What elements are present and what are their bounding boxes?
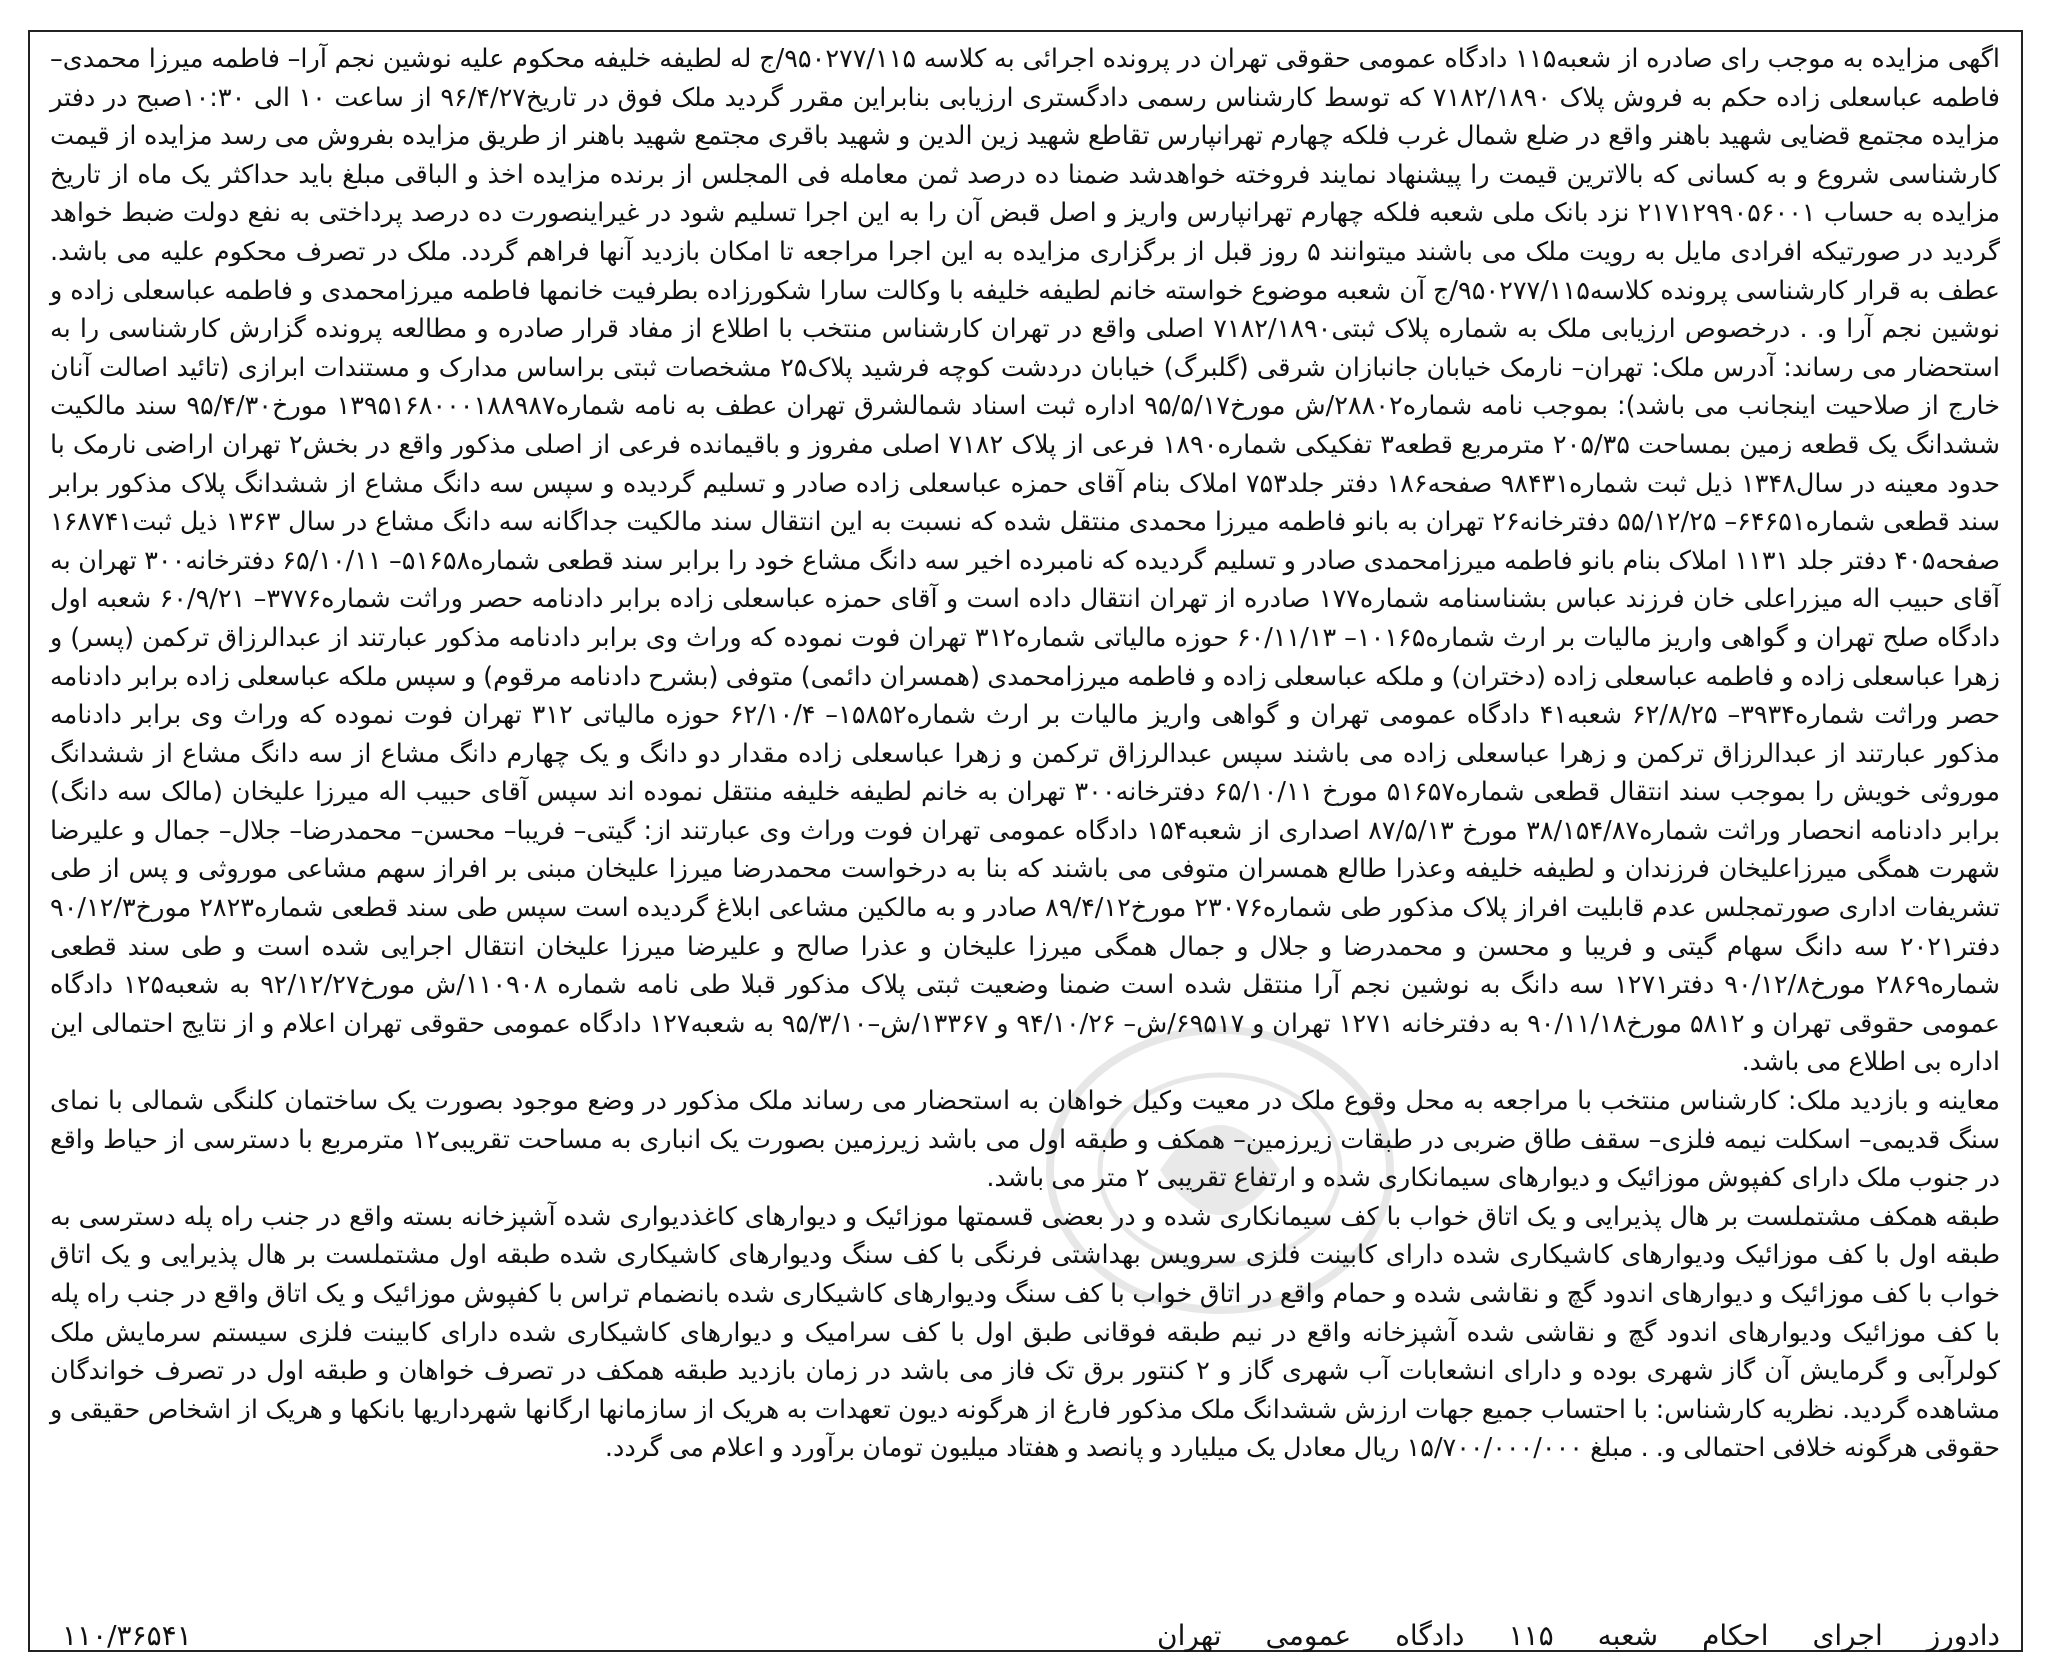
notice-paragraphs <box>50 40 2000 1468</box>
paragraph-auction-and-registry: اگهی مزایده به موجب رای صادره از شعبه۱۱۵ دادگاه عمومی حقوقی تهران در پرونده اجرائی به کلاسه ۹۵۰۲۷۷/۱۱۵/ج له لطیفه خلیفه محکوم علیه نوشین نجم آرا– فاطمه میرزا محمدی– فاطمه عباسعلی زاده حکم به فروش پلاک ۷۱۸۲/۱۸۹۰ که توسط کارشناس رسمی دادگستری ارزیابی بنابراین مقرر گردید ملک فوق در تاریخ۹۶/۴/۲۷ از ساعت ۱۰ الی ۱۰:۳۰صبح در دفتر مزایده مجتمع قضایی شهید باهنر واقع در ضلع شمال غرب فلکه چهارم تهرانپارس تقاطع شهید زین الدین و شهید باقری مجتمع شهید باهنر از طریق مزایده بفروش می رسد مزایده از قیمت کارشناسی شروع و به کسانی که بالاترین قیمت را پیشنهاد نمایند فروخته خواهدشد ضمنا ده درصد ثمن معامله فی المجلس از برنده مزایده اخذ و الباقی مبلغ باید حداکثر یک ماه از تاریخ مزایده به حساب ۲۱۷۱۲۹۹۰۵۶۰۰۱ نزد بانک ملی شعبه فلکه چهارم تهرانپارس واریز و اصل قبض آن را به این اجرا تسلیم شود در غیراینصورت ده درصد پرداختی به نفع دولت ضبط خواهد گردید در صورتیکه افرادی مایل به رویت ملک می باشند میتوانند ۵ روز قبل از برگزاری مزایده به این اجرا مراجعه تا امکان بازدید آنها فراهم گردد. ملک در تصرف محکوم علیه می باشد. عطف به قرار کارشناسی پرونده کلاسه۹۵۰۲۷۷/۱۱۵/ج آن شعبه موضوع خواسته خانم لطیفه خلیفه با وکالت سارا شکورزاده بطرفیت خانمها فاطمه میرزامحمدی و فاطمه عباسعلی زاده و نوشین نجم آرا و. . درخصوص ارزیابی ملک به شماره پلاک ثبتی۷۱۸۲/۱۸۹۰ اصلی واقع در تهران کارشناس منتخب با اطلاع از مفاد قرار صادره و مطالعه پرونده گزارش کارشناسی را به استحضار می رساند: آدرس ملک: تهران– نارمک خیابان جانبازان شرقی (گلبرگ) خیابان دردشت کوچه فرشید پلاک۲۵ مشخصات ثبتی براساس مدارک و مستندات ابرازی (تائید اصالت آنان خارج از صلاحیت اینجانب می باشد): بموجب نامه شماره۲۸۸۰۲/ش مورخ۹۵/۵/۱۷ اداره ثبت اسناد شمالشرق تهران عطف به نامه شماره۱۳۹۵۱۶۸۰۰۰۱۸۸۹۸۷ مورخ۹۵/۴/۳۰ سند مالکیت ششدانگ یک قطعه زمین بمساحت ۲۰۵/۳۵ مترمربع قطعه۳ تفکیکی شماره۱۸۹۰ فرعی از پلاک ۷۱۸۲ اصلی مفروز و باقیمانده فرعی از اصلی مذکور واقع در بخش۲ تهران اراضی نارمک با حدود معینه در سال۱۳۴۸ ذیل ثبت شماره۹۸۴۳۱ صفحه۱۸۶ دفتر جلد۷۵۳ املاک بنام آقای حمزه عباسعلی زاده صادر و تسلیم گردیده و سپس سه دانگ مشاع از ششدانگ پلاک مذکور برابر سند قطعی شماره۶۴۶۵۱– ۵۵/۱۲/۲۵ دفترخانه۲۶ تهران به بانو فاطمه میرزا محمدی منتقل شده که نسبت به این انتقال سند مالکیت جداگانه سه دانگ مشاع در سال ۱۳۶۳ ذیل ثبت۱۶۸۷۴۱ صفحه۴۰۵ دفتر جلد ۱۱۳۱ املاک بنام بانو فاطمه میرزامحمدی صادر و تسلیم گردیده که نامبرده اخیر سه دانگ مشاع خود را برابر سند قطعی شماره۵۱۶۵۸– ۶۵/۱۰/۱۱ دفترخانه۳۰۰ تهران به آقای حبیب اله میزراعلی خان فرزند عباس بشناسنامه شماره۱۷۷ صادره از تهران انتقال داده است و آقای حمزه عباسعلی زاده برابر دادنامه حصر وراثت شماره۳۷۷۶– ۶۰/۹/۲۱ شعبه اول دادگاه صلح تهران و گواهی واریز مالیات بر ارث شماره۱۰۱۶۵– ۶۰/۱۱/۱۳ حوزه مالیاتی شماره۳۱۲ تهران فوت نموده که وراث وی برابر دادنامه مذکور عبارتند از عبدالرزاق ترکمن (پسر) و زهرا عباسعلی زاده و فاطمه عباسعلی زاده (دختران) و ملکه عباسعلی زاده و فاطمه میرزامحمدی (همسران دائمی) متوفی (بشرح دادنامه مرقوم) و سپس ملکه عباسعلی زاده برابر دادنامه حصر وراثت شماره۳۹۳۴– ۶۲/۸/۲۵ شعبه۴۱ دادگاه عمومی تهران و گواهی واریز مالیات بر ارث شماره۱۵۸۵۲– ۶۲/۱۰/۴ حوزه مالیاتی ۳۱۲ تهران فوت نموده که وراث وی برابر دادنامه مذکور عبارتند از عبدالرزاق ترکمن و زهرا عباسعلی زاده می باشند سپس عبدالرزاق ترکمن و زهرا عباسعلی زاده مقدار دو دانگ و یک چهارم دانگ مشاع از سه دانگ مشاع از ششدانگ موروثی خویش را بموجب سند انتقال قطعی شماره۵۱۶۵۷ مورخ ۶۵/۱۰/۱۱ دفترخانه۳۰۰ تهران به خانم لطیفه خلیفه منتقل نموده اند سپس آقای حبیب اله میرزا علیخان (مالک سه دانگ) برابر دادنامه انحصار وراثت شماره۳۸/۱۵۴/۸۷ مورخ ۸۷/۵/۱۳ اصداری از شعبه۱۵۴ دادگاه عمومی تهران فوت وراث وی عبارتند از: گیتی– فریبا– محسن– محمدرضا– جلال– جمال و علیرضا شهرت همگی میرزاعلیخان فرزندان و لطیفه خلیفه وعذرا طالع همسران متوفی می باشند که بنا به درخواست محمدرضا میرزا علیخان مبنی بر افراز سهم مشاعی موروثی و پس از طی تشریفات اداری صورتمجلس عدم قابلیت افراز پلاک مذکور طی شماره۲۳۰۷۶ مورخ۸۹/۴/۱۲ صادر و به مالکین مشاعی ابلاغ گردیده است سپس طی سند قطعی شماره۲۸۲۳ مورخ۹۰/۱۲/۳ دفتر۲۰۲۱ سه دانگ سهام گیتی و فریبا و محسن و محمدرضا و جلال و جمال همگی میرزا علیخان و عذرا صالح و علیرضا میرزا علیخان انتقال اجرایی شده است و طی سند قطعی شماره۲۸۶۹ مورخ۹۰/۱۲/۸ دفتر۱۲۷۱ سه دانگ به نوشین نجم آرا منتقل شده است ضمنا وضعیت ثبتی پلاک مذکور قبلا طی نامه شماره ۱۱۰۹۰۸/ش مورخ۹۲/۱۲/۲۷ به شعبه۱۲۵ دادگاه عمومی حقوقی تهران و ۵۸۱۲ مورخ۹۰/۱۱/۱۸ به دفترخانه ۱۲۷۱ تهران و ۶۹۵۱۷/ش– ۹۴/۱۰/۲۶ و ۱۳۳۶۷/ش–۹۵/۳/۱۰ به شعبه۱۲۷ دادگاه عمومی حقوقی تهران اعلام و از نتایج احتمالی این اداره بی اطلاع می باشد. <box>50 44 2001 1078</box>
paragraph-inspection: معاینه و بازدید ملک: کارشناس منتخب با مراجعه به محل وقوع ملک در معیت وکیل خواهان به استحضار می رساند ملک مذکور در وضع موجود بصورت یک ساختمان کلنگی شمالی با نمای سنگ قدیمی– اسکلت نیمه فلزی– سقف طاق ضربی در طبقات زیرزمین– همکف و طبقه اول می باشد زیرزمین بصورت یک انباری به مساحت تقریبی۱۲ مترمربع با دسترسی از حیاط واقع در جنوب ملک دارای کفپوش موزائیک و دیوارهای سیمانکاری شده و ارتفاع تقریبی ۲ متر می باشد. <box>50 1086 2000 1194</box>
notice-body <box>50 40 2000 1468</box>
footer-signature <box>1157 1619 2000 1652</box>
footer-word: شعبه <box>1597 1618 1659 1652</box>
footer <box>50 1605 2000 1665</box>
footer-word: دادورز <box>1926 1618 2000 1652</box>
footer-word: تهران <box>1157 1618 1222 1652</box>
reference-number: ۱۱۰/۳۶۵۴۱ <box>62 1618 192 1652</box>
footer-word: دادگاه <box>1395 1618 1465 1652</box>
footer-word: اجرای <box>1812 1618 1883 1652</box>
footer-word: عمومی <box>1265 1618 1352 1652</box>
footer-word: احکام <box>1702 1618 1769 1652</box>
paragraph-description-and-valuation: طبقه همکف مشتملست بر هال پذیرایی و یک اتاق خواب با کف سیمانکاری شده و در بعضی قسمتها موزائیک و دیوارهای کاغذدیواری شده آشپزخانه بسته واقع در جنب راه پله دسترسی به طبقه اول با کف موزائیک ودیوارهای کاشیکاری شده دارای کابینت فلزی سرویس بهداشتی فرنگی با کف سنگ ودیوارهای کاشیکاری شده طبقه اول مشتملست بر هال پذیرایی و یک اتاق خواب با کف موزائیک و دیوارهای اندود گچ و نقاشی شده و حمام واقع در اتاق خواب با کف سنگ ودیوارهای کاشیکاری شده بانضمام تراس با کفپوش موزائیک و یک اتاق واقع در جنب راه پله با کف موزائیک ودیوارهای اندود گچ و نقاشی شده آشپزخانه واقع در نیم طبقه فوقانی طبق اول با کف سرامیک و دیوارهای کاشیکاری شده دارای کابینت فلزی سیستم سرمایش ملک کولرآبی و گرمایش آن گاز شهری بوده و دارای انشعابات آب شهری گاز و ۲ کنتور برق تک فاز می باشد در زمان بازدید طبقه همکف در تصرف خواهان و طبقه اول در تصرف خواندگان مشاهده گردید. نظریه کارشناس: با احتساب جمیع جهات ارزش ششدانگ ملک مذکور فارغ از هرگونه دیون تعهدات به هریک از سازمانها ارگانها شهرداریها بانکها و هریک از اشخاص حقیقی و حقوقی هرگونه خلافی احتمالی و. . مبلغ ۱۵/۷۰۰/۰۰۰/۰۰۰ ریال معادل یک میلیارد و پانصد و هفتاد میلیون تومان برآورد و اعلام می گردد. <box>50 1201 2000 1464</box>
footer-word: ۱۱۵ <box>1508 1618 1554 1652</box>
